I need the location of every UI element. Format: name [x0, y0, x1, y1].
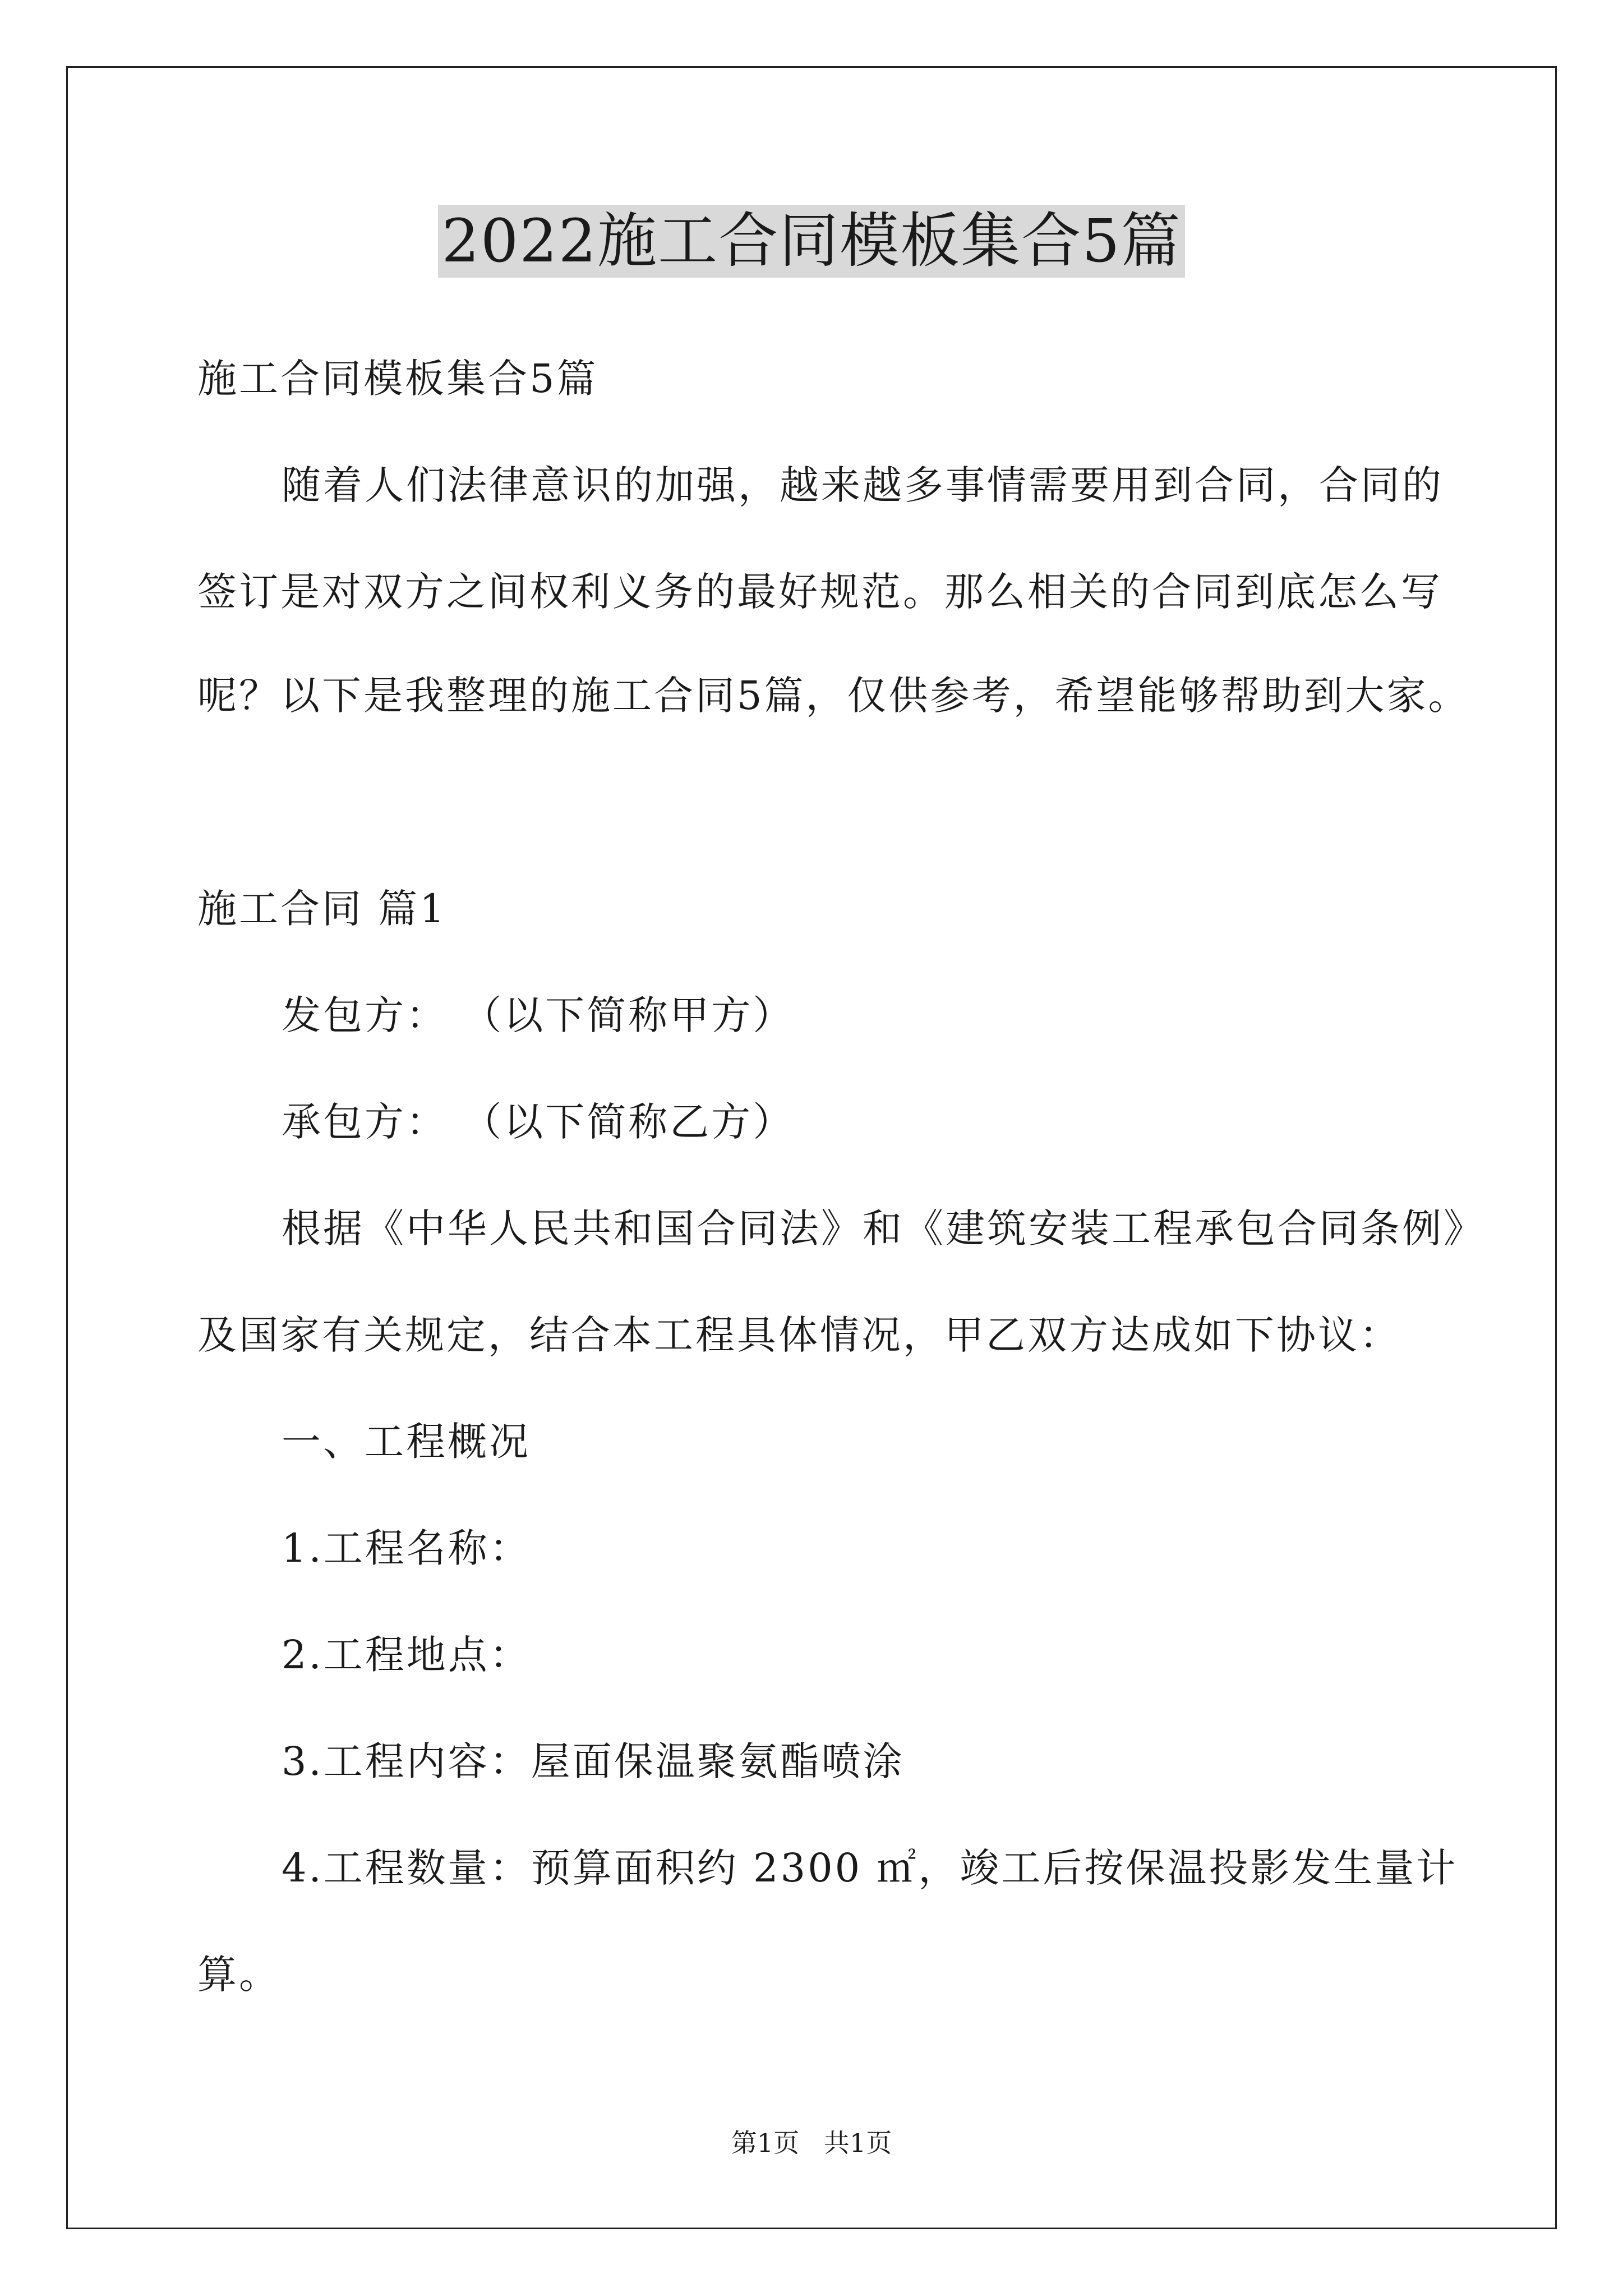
page-footer: 第1页 共1页 [731, 2128, 892, 2158]
clause-heading: 一、工程概况 [282, 1419, 531, 1465]
intro-line-2: 签订是对双方之间权利义务的最好规范。那么相关的合同到底怎么写 [197, 569, 1442, 615]
intro-line-3: 呢？以下是我整理的施工合同5篇，仅供参考，希望能够帮助到大家。 [197, 673, 1470, 719]
item-2: 2.工程地点： [282, 1632, 531, 1678]
contractor-line: 承包方： （以下简称乙方） [282, 1099, 795, 1145]
subtitle: 施工合同模板集合5篇 [197, 356, 598, 402]
item-3: 3.工程内容：屋面保温聚氨酯喷涂 [282, 1738, 905, 1784]
section-heading: 施工合同 篇1 [197, 886, 447, 932]
item-4-line-2: 算。 [197, 1952, 280, 1998]
item-1: 1.工程名称： [282, 1525, 531, 1571]
document-title: 2022施工合同模板集合5篇 [438, 205, 1184, 278]
intro-line-1: 随着人们法律意识的加强，越来越多事情需要用到合同，合同的 [282, 462, 1444, 508]
employer-line: 发包方： （以下简称甲方） [282, 992, 795, 1038]
item-4-line-1: 4.工程数量：预算面积约 2300 ㎡，竣工后按保温投影发生量计 [282, 1845, 1458, 1891]
title-container [0, 205, 1623, 278]
basis-line-1: 根据《中华人民共和国合同法》和《建筑安装工程承包合同条例》 [282, 1205, 1485, 1251]
basis-line-2: 及国家有关规定，结合本工程具体情况，甲乙双方达成如下协议： [197, 1312, 1401, 1358]
